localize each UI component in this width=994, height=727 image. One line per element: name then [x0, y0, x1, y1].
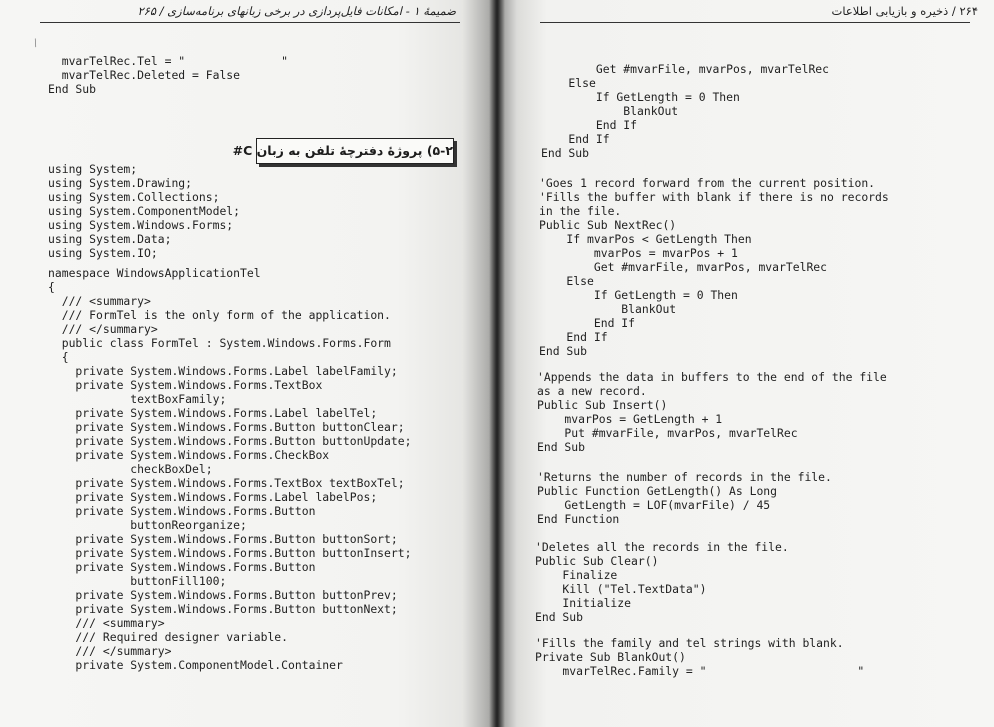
code-block-blankout: 'Fills the family and tel strings with blank. Private Sub BlankOut() mvarTelRec.Family = " "	[535, 636, 865, 678]
left-header-rule	[40, 22, 460, 23]
right-page	[497, 0, 994, 727]
left-page-header: ضمیمهٔ ۱ - امکانات فایل‌پردازی در برخی زبانهای برنامه‌سازی / ۲۶۵	[137, 4, 456, 18]
code-block-vb-end: mvarTelRec.Tel = " " mvarTelRec.Deleted = False End Sub	[48, 54, 289, 96]
book-spine-gutter	[489, 0, 505, 727]
code-block-getlength: 'Returns the number of records in the file. Public Function GetLength() As Long GetLength = LOF(mvarFile) / 45 End Function	[537, 470, 832, 526]
code-block-insert: 'Appends the data in buffers to the end of the file as a new record. Public Sub Insert() mvarPos = GetLength + 1 Put #mvarFile, mvarPos, mvarTelRec End Sub	[537, 370, 887, 454]
code-block-clear: 'Deletes all the records in the file. Public Sub Clear() Finalize Kill ("Tel.TextData") Initialize End Sub	[535, 540, 789, 624]
pen-mark: /	[32, 37, 40, 50]
code-block-usings: using System; using System.Drawing; using System.Collections; using System.ComponentModel; using System.Windows.Forms; using System.Data; using System.IO;	[48, 162, 241, 260]
code-block-nextrec: 'Goes 1 record forward from the current position. 'Fills the buffer with blank if there is no records in the file. Public Sub NextRec() If mvarPos < GetLength Then mvarPos = mvarPos + 1 Get #mvarFile, mvarPos, mvarTelRec Else If GetLength = 0 Then BlankOut End If End If End Sub	[539, 176, 889, 358]
code-block-getrec-end: Get #mvarFile, mvarPos, mvarTelRec Else If GetLength = 0 Then BlankOut End If End If End Sub	[541, 62, 830, 160]
right-header-rule	[540, 22, 970, 23]
code-block-csharp-class: namespace WindowsApplicationTel { /// <summary> /// FormTel is the only form of the application. /// </summary> public class FormTel : System.Windows.Forms.Form { private System.Windows.Forms.Label labelFamily; private System.Windows.Forms.TextBox textBoxFamily; private System.Windows.Forms.Label labelTel; private System.Windows.Forms.Button buttonClear; private System.Windows.Forms.Button buttonUpdate; private System.Windows.Forms.CheckBox checkBoxDel; private System.Windows.Forms.TextBox textBoxTel; private System.Windows.Forms.Label labelPos; private System.Windows.Forms.Button buttonReorganize; private System.Windows.Forms.Button buttonSort; private System.Windows.Forms.Button buttonInsert; private System.Windows.Forms.Button buttonFill100; private System.Windows.Forms.Button buttonPrev; private System.Windows.Forms.Button buttonNext; /// <summary> /// Required designer variable. /// </summary> private System.ComponentModel.Container	[48, 266, 412, 672]
right-page-header: ۲۶۴ / ذخیره و بازیابی اطلاعات	[831, 4, 978, 18]
section-title: ۵-۲) پروژهٔ دفترچهٔ تلفن به زبان C#	[256, 138, 454, 164]
